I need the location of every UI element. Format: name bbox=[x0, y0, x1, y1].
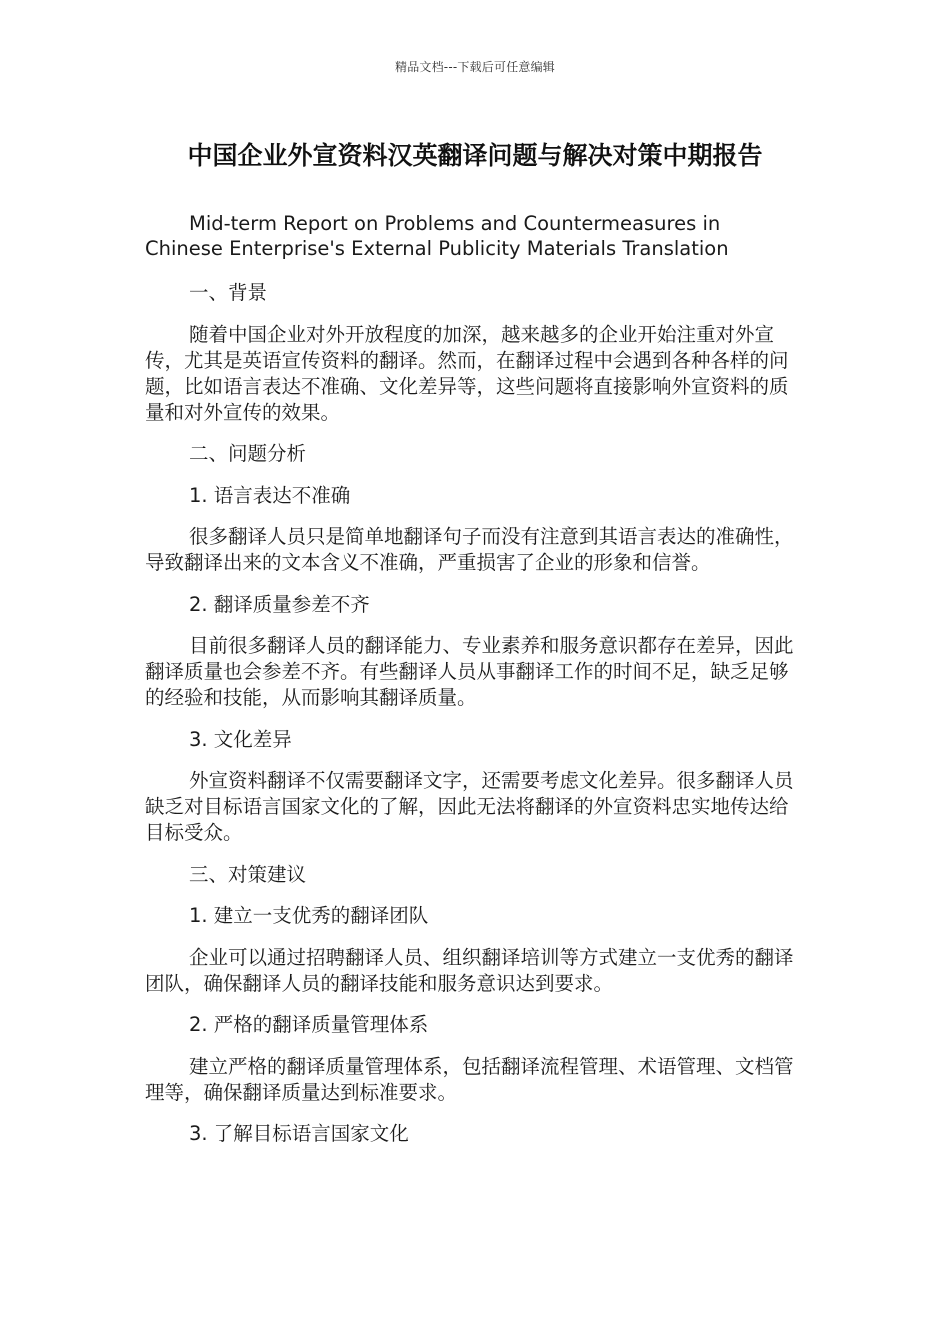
quality-management-paragraph: 建立严格的翻译质量管理体系，包括翻译流程管理、术语管理、文档管理等，确保翻译质量达到标准要求。 bbox=[145, 1054, 794, 1104]
subheading-target-culture: 3. 了解目标语言国家文化 bbox=[189, 1122, 409, 1145]
subheading-translation-team: 1. 建立一支优秀的翻译团队 bbox=[189, 904, 429, 927]
subheading-quality-management: 2. 严格的翻译质量管理体系 bbox=[189, 1013, 429, 1036]
english-title: Mid-term Report on Problems and Countermeasures in Chinese Enterprise's External Publicity Materials Translation bbox=[145, 212, 729, 260]
section-heading-background: 一、背景 bbox=[189, 281, 268, 304]
subheading-inaccurate-expression: 1. 语言表达不准确 bbox=[189, 483, 351, 507]
section-heading-countermeasures: 三、对策建议 bbox=[189, 862, 307, 886]
uneven-quality-paragraph: 目前很多翻译人员的翻译能力、专业素养和服务意识都存在差异，因此翻译质量也会参差不齐。有些翻译人员从事翻译工作的时间不足，缺乏足够的经验和技能，从而影响其翻译质量。 bbox=[145, 634, 794, 709]
document-title: 中国企业外宣资料汉英翻译问题与解决对策中期报告 bbox=[187, 141, 763, 170]
document-body bbox=[145, 211, 795, 1163]
inaccurate-expression-paragraph: 很多翻译人员只是简单地翻译句子而没有注意到其语言表达的准确性，导致翻译出来的文本含义不准确，严重损害了企业的形象和信誉。 bbox=[145, 525, 794, 574]
subheading-uneven-quality: 2. 翻译质量参差不齐 bbox=[189, 592, 370, 616]
section-heading-problem-analysis: 二、问题分析 bbox=[189, 442, 307, 465]
cultural-differences-paragraph: 外宣资料翻译不仅需要翻译文字，还需要考虑文化差异。很多翻译人员缺乏对目标语言国家文化的了解，因此无法将翻译的外宣资料忠实地传达给目标受众。 bbox=[145, 769, 794, 844]
background-paragraph: 随着中国企业对外开放程度的加深，越来越多的企业开始注重对外宣传，尤其是英语宣传资料的翻译。然而，在翻译过程中会遇到各种各样的问题，比如语言表达不准确、文化差异等，这些问题将直接影响外宣资料的质量和对外宣传的效果。 bbox=[145, 322, 789, 424]
subheading-cultural-differences: 3. 文化差异 bbox=[189, 727, 292, 751]
header-note: 精品文档---下载后可任意编辑 bbox=[395, 60, 555, 74]
translation-team-paragraph: 企业可以通过招聘翻译人员、组织翻译培训等方式建立一支优秀的翻译团队，确保翻译人员的翻译技能和服务意识达到要求。 bbox=[145, 945, 794, 995]
